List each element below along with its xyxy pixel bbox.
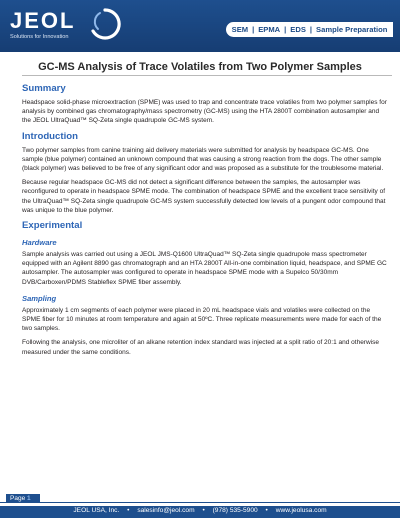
summary-heading: Summary — [22, 83, 66, 94]
jeol-logo[interactable] — [10, 8, 120, 48]
page-number: 1 — [27, 495, 31, 502]
nav-item-epma[interactable]: EPMA — [258, 25, 281, 34]
document-title: GC-MS Analysis of Trace Volatiles from Two Polymer Samples — [38, 61, 362, 73]
footer-website-link[interactable]: www.jeolusa.com — [275, 507, 327, 514]
nav-item-eds[interactable]: EDS — [290, 25, 306, 34]
experimental-heading: Experimental — [22, 220, 83, 232]
document-body — [22, 78, 388, 362]
hardware-paragraph: Sample analysis was carried out using a JEOL JMS-Q1600 UltraQuad™ SQ-Zeta single quadrupole mass spectrometer equipped with an Agilent 8890 gas chromatograph and an HTA 2800T All-in-one combination liquid, headspace, and SPME GC autosampler. The autosampler was configured to operate in headspace SPME mode with a Supelco 50/30mm DVB/Carboxen/PDMS Stableflex SPME fiber assembly. — [22, 251, 387, 286]
title-divider — [22, 75, 392, 76]
introduction-paragraph-2: Because regular headspace GC-MS did not detect a significant difference between the samples, the autosampler was reconfigured to operate in headspace SPME mode. The combination of headspace SPME and the excellent trace sensitivity of the UltraQuad™ SQ-Zeta single quadrupole GC-MS system successfully detected low levels of a pungent odor compound that was unique to the blue polymer. — [22, 179, 386, 214]
nav-separator: | — [252, 25, 255, 34]
sampling-paragraph-1: Approximately 1 cm segments of each polymer were placed in 20 mL headspace vials and volatiles were collected on the SPME fiber for 10 minutes at room temperature and again at 50ºC. Three replicate measurements were made for each of the two samples. — [22, 306, 382, 333]
footer-email-link[interactable]: salesinfo@jeol.com — [137, 507, 195, 514]
footer-company: JEOL USA, Inc. — [73, 507, 120, 514]
summary-paragraph: Headspace solid-phase microextraction (SPME) was used to trap and concentrate trace volatiles from two polymer samples for analysis by combined gas chromatography/mass spectrometry (GC-MS) using the HTA 2800T combination autosampler and the JEOL UltraQuad™ SQ-Zeta single quadrupole GC-MS system. — [22, 99, 387, 125]
nav-separator: | — [309, 25, 313, 34]
page-label: Page — [10, 495, 26, 502]
nav-separator: | — [284, 25, 287, 34]
sampling-subheading: Sampling — [22, 293, 57, 303]
nav-item-sample-preparation[interactable]: Sample Preparation — [316, 25, 388, 34]
category-nav — [226, 22, 393, 37]
jeol-swirl-logo-icon — [88, 7, 122, 41]
footer-divider — [0, 502, 400, 503]
footer-separator: • — [127, 507, 130, 514]
hardware-subheading: Hardware — [22, 238, 57, 248]
introduction-paragraph-1: Two polymer samples from canine training aid delivery materials were submitted for analysis by headspace GC-MS. One sample (blue polymer) contained an unknown compound that was causing a strong reaction from the dogs. The other sample (black polymer) was believed to be free of any significant odor and was proposed as a substitute for the troublesome material. — [22, 146, 384, 173]
sampling-paragraph-2: Following the analysis, one microliter of an alkane retention index standard was injected at a split ratio of 20:1 and otherwise measured under the same conditions. — [22, 339, 379, 356]
footer-phone: (978) 535-5900 — [212, 507, 258, 514]
footer-separator: • — [265, 507, 268, 514]
logo-tagline: Solutions for Innovation — [10, 34, 69, 40]
header-band — [0, 0, 400, 52]
footer-separator: • — [202, 507, 205, 514]
footer-contact — [0, 507, 400, 514]
logo-text: JEOL — [10, 8, 76, 33]
nav-item-sem[interactable]: SEM — [231, 25, 249, 34]
introduction-heading: Introduction — [22, 130, 78, 142]
